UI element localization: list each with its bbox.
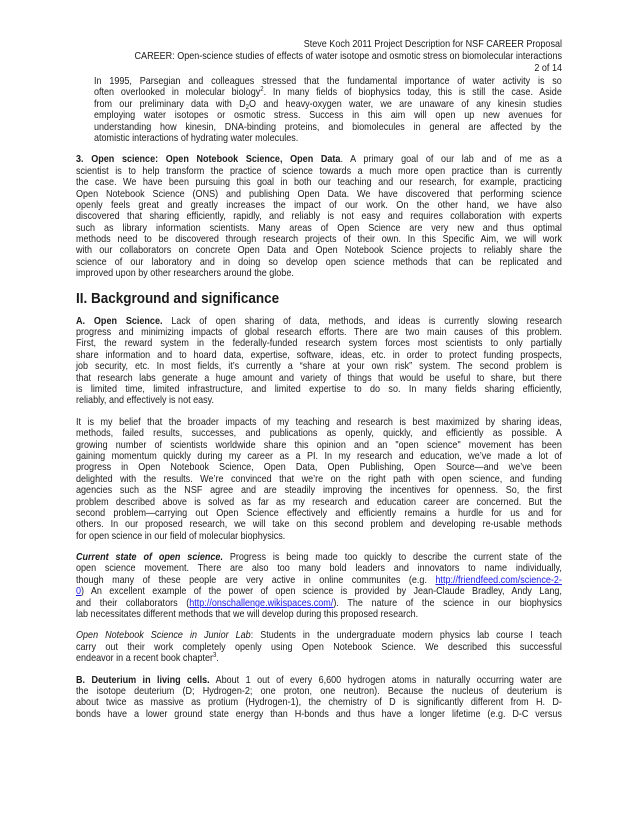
bold-italic-heading: Current state of open science.: [76, 551, 223, 564]
text-run: It is my belief that the broader impacts of my teaching and research is best maximized by sharing ideas,: [76, 415, 562, 428]
subscript: 2: [245, 103, 249, 111]
text-run: is limited time, limited infrastructure, and limited expertise to do so. In many fields sharing efficiently,: [76, 382, 562, 395]
text-run: progress in Open Notebook Science, Open Data, Open Publishing, Open Source—and we’ve been: [76, 461, 562, 474]
text-run: often overlooked in molecular biology: [94, 86, 261, 99]
text-run: growing number of scientists worldwide share this opinion and an "open science" movement has been: [76, 438, 562, 451]
bold-run-in-heading: 3. Open science: Open Notebook Science, Open Data: [76, 153, 341, 166]
text-run: understanding how kinesin, DNA-binding proteins, and biomolecules in general are affected by the: [94, 120, 562, 133]
text-run: that research labs generate a huge amount and variety of things that would be useful to share, but there: [76, 371, 562, 384]
text-run: and their collaborators (: [76, 596, 190, 609]
text-run: scientist is to help transform the practice of science towards a much more open practice than is currently: [76, 164, 562, 177]
text-run: about twice as massive as protium (Hydrogen-1), the chemistry of D is significantly different from H. D-: [76, 696, 562, 709]
text-run: progress and minimizing impacts of global research efforts. There are two main causes of this problem.: [76, 326, 562, 339]
reference-superscript: 3: [213, 652, 217, 660]
text-run: lab necessitates different methods that we will develop during this proposed research.: [76, 608, 419, 621]
text-run: such as library information scientists. Many areas of Open Science are very new and thus optimal: [76, 221, 562, 234]
bold-run-in-heading: B. Deuterium in living cells.: [76, 673, 210, 686]
text-line: [76, 268, 562, 279]
document-body: [76, 76, 638, 730]
paragraph-b-deuterium: [76, 675, 562, 721]
text-run: openly feels great and greatly increases the impact of our work. On the other hand, we have also: [76, 198, 562, 211]
text-run: second problem—carrying out Open Science effectively and efficiently remains a hurdle for us and for: [76, 506, 562, 519]
text-run: share information and to hoard data, expertise, software, ideas, etc. in order to protect funding prospects,: [76, 348, 562, 361]
text-line: [76, 395, 562, 406]
text-run: . A primary goal of our lab and of me as a: [340, 153, 562, 166]
text-run: gaining momentum quickly during my career as a PI. In my research and education, we’ve made a lot of: [76, 449, 562, 462]
text-run: though many of these people are very active in online communites (e.g.: [76, 573, 436, 586]
paragraph-junior-lab: [76, 630, 562, 664]
text-run: agencies such as the NSF agree and are steadily improving the incentives for openness. So, the first: [76, 484, 562, 497]
text-run: others. In our proposed research, we will take on this second problem and developing re-usable methods: [76, 518, 562, 531]
text-run: bonds have a lower ground state energy than H-bonds and thus have a longer lifetime (e.g. D-C versus: [76, 707, 562, 720]
text-line: [76, 531, 562, 542]
text-run: Lack of open sharing of data, methods, and ideas is currently slowing research: [162, 314, 562, 327]
paragraph-a-open-science: [76, 316, 562, 407]
text-run: open science movement. There are also too many bold leaders and innovators to name individually,: [76, 562, 562, 575]
text-run: : Students in the undergraduate modern physics lab course I teach: [250, 629, 562, 642]
text-run: for open science in our field of molecular biophysics.: [76, 529, 286, 542]
paragraph-water-activity: [94, 76, 562, 144]
text-run: O and heavy-oxygen water, we are unaware of any kinesin studies: [248, 97, 562, 110]
paragraph-broader-impacts: [76, 417, 562, 542]
text-run: job security, etc. In most fields, it’s currently a “share at your own risk” system. The second problem is: [76, 360, 562, 373]
hyperlink[interactable]: 0: [76, 585, 82, 598]
text-run: ). The nature of the science in our biophysics: [333, 596, 562, 609]
text-run: About 1 out of every 6,600 hydrogen atoms in naturally occurring water are: [209, 673, 562, 686]
text-run: carry out their work completely openly using Open Notebook Science. We described this successful: [76, 640, 562, 653]
page-number: 2 of 14: [534, 62, 562, 74]
text-run: methods need to be discovered through research projects of their own. In this Specific Aim, we will work: [76, 233, 562, 246]
text-run: ) An excellent example of the power of open science is provided by Jean-Claude Bradley, Andy Lang,: [81, 585, 562, 598]
text-run: reliably, and effectively is not easy.: [76, 394, 215, 407]
text-run: science of our laboratory and in doing so develop open science methods that can be replicated and: [76, 255, 562, 268]
text-run: endeavor in a recent book chapter: [76, 652, 214, 665]
text-run: Open Notebook Science (ONS) and publishing Open Data. We have discovered that performing science: [76, 187, 562, 200]
text-run: . In many fields of biophysics today, this is still the case. Aside: [263, 86, 562, 99]
text-line: [76, 653, 562, 664]
running-header-title: Steve Koch 2011 Project Description for NSF CAREER Proposal: [303, 38, 562, 50]
text-line: [76, 709, 562, 720]
text-run: from our preliminary data with D: [94, 97, 246, 110]
text-run: with our collaborators on concrete Open Data and Open Notebook Science projects to reliably share the: [76, 244, 562, 257]
hyperlink[interactable]: http://friendfeed.com/science-2-: [435, 573, 562, 586]
section-heading: II. Background and significance: [76, 290, 280, 307]
text-line: [76, 609, 562, 620]
text-run: .: [216, 652, 219, 665]
bold-run-in-heading: A. Open Science.: [76, 314, 163, 327]
reference-superscript: 2: [260, 86, 264, 94]
italic-heading: Open Notebook Science in Junior Lab: [76, 629, 251, 642]
hyperlink[interactable]: http://onschallenge.wikispaces.com/: [189, 596, 334, 609]
text-run: improved upon by other researchers around the globe.: [76, 267, 294, 280]
text-run: atomistic interactions of hydrating water molecules.: [94, 131, 299, 144]
running-header-subtitle: CAREER: Open-science studies of effects of water isotope and osmotic stress on biomolecular interactions: [134, 50, 563, 62]
text-run: employing water isotopes or osmotic stress. Success in this aim will open up new avenues for: [94, 109, 562, 122]
text-run: Progress is being made too quickly to describe the current state of the: [222, 551, 562, 564]
text-run: discovered that sharing efficiently, rapidly, and reliably is not easy and requires collaboration with experts: [76, 210, 562, 223]
text-run: the case. We have been pursuing this goal in both our teaching and our research, for example, practicing: [76, 176, 562, 189]
text-run: problem described above is solved as far as my research and education career are concerned. But the: [76, 495, 562, 508]
text-run: the isotope deuterium (D; Hydrogen-2; one proton, one neutron). Because the nucleus of deuterium is: [76, 684, 562, 697]
text-run: methods, failed results, successes, and publications as openly, quickly, and efficiently as possible. A: [76, 427, 562, 440]
paragraph-aim-3-open-science: [76, 154, 562, 279]
paragraph-current-state: [76, 552, 562, 620]
text-run: In 1995, Parsegian and colleagues stressed that the fundamental importance of water activity is so: [94, 75, 562, 87]
text-run: delighted with the results. We’re convinced that we’re on the right path with open science, and funding: [76, 472, 562, 485]
text-run: First, the reward system in the federally-funded research system forces most scientists to only partially: [76, 337, 562, 350]
text-line: [94, 133, 562, 144]
